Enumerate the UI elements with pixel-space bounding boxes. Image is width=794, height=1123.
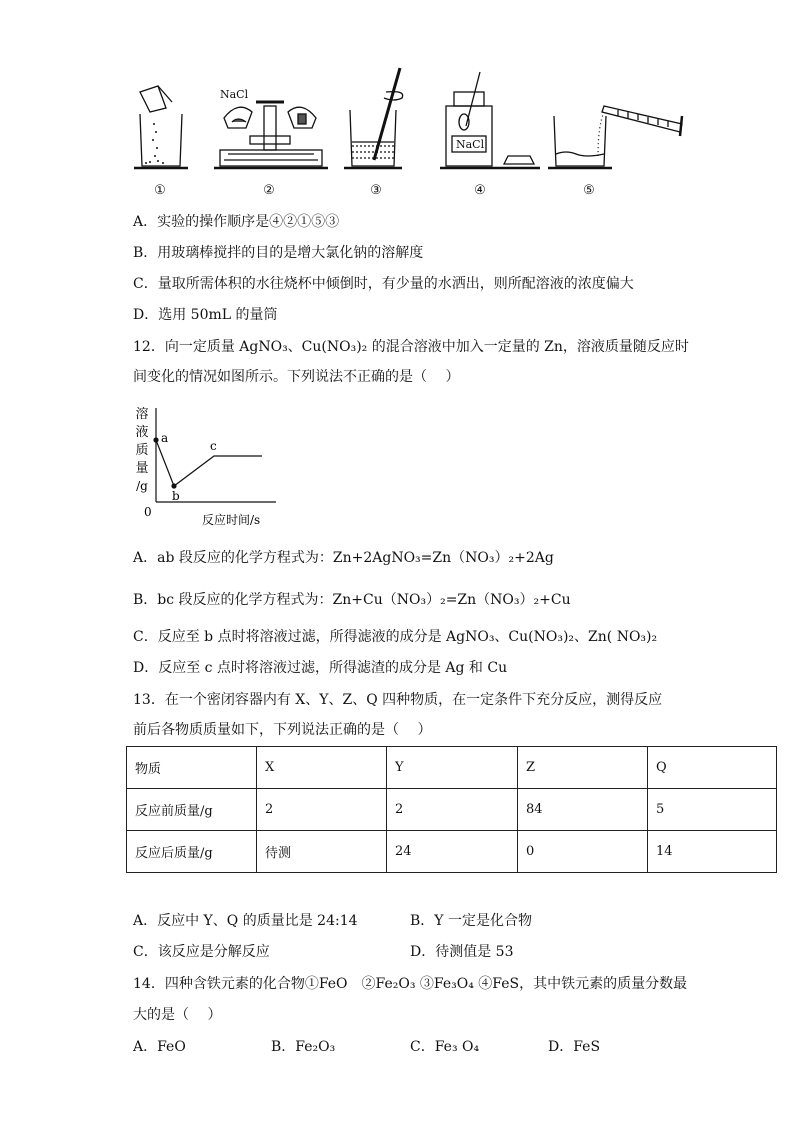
table-header-row <box>127 747 777 789</box>
q12-stem-line1: 12．向一定质量 AgNO₃、Cu(NO₃)₂ 的混合溶液中加入一定量的 Zn，溶液质量随反应时 <box>133 339 689 355</box>
origin-label: 0 <box>144 505 152 519</box>
balance-illustration <box>214 102 328 168</box>
x-axis-label: 反应时间/s <box>202 513 261 527</box>
q14-option-d: D．FeS <box>548 1039 601 1055</box>
q13-stem-line1: 13．在一个密闭容器内有 X、Y、Z、Q 四种物质，在一定条件下充分反应，测得反应 <box>133 692 663 708</box>
q12-graph <box>128 402 288 530</box>
q13-option-d: D．待测值是 53 <box>410 944 514 960</box>
header-cell: Q <box>648 747 777 789</box>
y-label-4: 量 <box>135 461 149 476</box>
q12-option-b: B．bc 段反应的化学方程式为：Zn+Cu（NO₃）₂=Zn（NO₃）₂+Cu <box>133 592 571 608</box>
table-cell: 2 <box>387 789 518 831</box>
header-cell: 物质 <box>127 747 257 789</box>
table-cell: 待测 <box>257 831 387 873</box>
figure-label-2: ② <box>263 183 275 198</box>
y-label-1: 溶 <box>135 407 149 422</box>
q13-option-a: A．反应中 Y、Q 的质量比是 24:14 <box>133 913 358 929</box>
table-cell: 14 <box>648 831 777 873</box>
table-cell: 0 <box>518 831 648 873</box>
point-label-c: c <box>210 439 217 453</box>
point-a <box>153 437 158 442</box>
y-label-2: 液 <box>135 425 149 440</box>
point-label-b: b <box>172 489 180 503</box>
figure-label-1: ① <box>154 183 166 198</box>
table-cell: 24 <box>387 831 518 873</box>
figure-label-3: ③ <box>370 183 382 198</box>
q12-option-a: A．ab 段反应的化学方程式为：Zn+2AgNO₃=Zn（NO₃）₂+2Ag <box>133 550 554 566</box>
nacl-bottle-label: NaCl <box>456 138 485 151</box>
q11-option-d: D．选用 50mL 的量筒 <box>133 307 278 323</box>
y-label-5: /g <box>136 479 148 493</box>
q13-stem-line2: 前后各物质质量如下，下列说法正确的是（ ） <box>133 722 432 738</box>
pouring-liquid-illustration <box>548 106 682 168</box>
pouring-solid-illustration <box>134 86 188 168</box>
stirring-illustration <box>344 68 403 168</box>
table-cell: 反应前质量/g <box>127 789 257 831</box>
q13-option-b: B．Y 一定是化合物 <box>410 913 532 929</box>
q14-option-b: B．Fe₂O₃ <box>271 1039 336 1055</box>
q14-stem-line2: 大的是（ ） <box>133 1007 222 1023</box>
table-cell: 5 <box>648 789 777 831</box>
header-cell: Z <box>518 747 648 789</box>
q14-option-a: A．FeO <box>133 1039 186 1055</box>
q13-option-c: C．该反应是分解反应 <box>133 944 270 960</box>
reagent-bottle-illustration <box>440 72 540 168</box>
y-label-3: 质 <box>135 443 149 458</box>
q12-option-c: C．反应至 b 点时将溶液过滤，所得滤液的成分是 AgNO₃、Cu(NO₃)₂、Zn( NO₃)₂ <box>133 629 658 645</box>
point-label-a: a <box>161 431 169 445</box>
header-cell: X <box>257 747 387 789</box>
q11-option-a: A．实验的操作顺序是④②①⑤③ <box>133 214 340 230</box>
q11-option-c: C．量取所需体积的水往烧杯中倾倒时，有少量的水洒出，则所配溶液的浓度偏大 <box>133 276 634 292</box>
table-cell: 84 <box>518 789 648 831</box>
table-row <box>127 789 777 831</box>
figure-label-5: ⑤ <box>583 183 595 198</box>
table-row <box>127 831 777 873</box>
q13-table <box>126 746 777 873</box>
experiment-figure <box>128 66 688 202</box>
q14-stem-line1: 14．四种含铁元素的化合物①FeO ②Fe₂O₃ ③Fe₃O₄ ④FeS，其中铁元素的质量分数最 <box>133 976 688 992</box>
q14-option-c: C．Fe₃ O₄ <box>410 1039 480 1055</box>
q12-stem-line2: 间变化的情况如图所示。下列说法不正确的是（ ） <box>133 369 460 385</box>
point-b <box>171 483 176 488</box>
table-cell: 反应后质量/g <box>127 831 257 873</box>
table-cell: 2 <box>257 789 387 831</box>
q12-option-d: D．反应至 c 点时将溶液过滤，所得滤渣的成分是 Ag 和 Cu <box>133 660 508 676</box>
q11-option-b: B．用玻璃棒搅拌的目的是增大氯化钠的溶解度 <box>133 245 424 261</box>
figure-label-4: ④ <box>474 183 486 198</box>
header-cell: Y <box>387 747 518 789</box>
nacl-balance-label: NaCl <box>220 88 249 101</box>
